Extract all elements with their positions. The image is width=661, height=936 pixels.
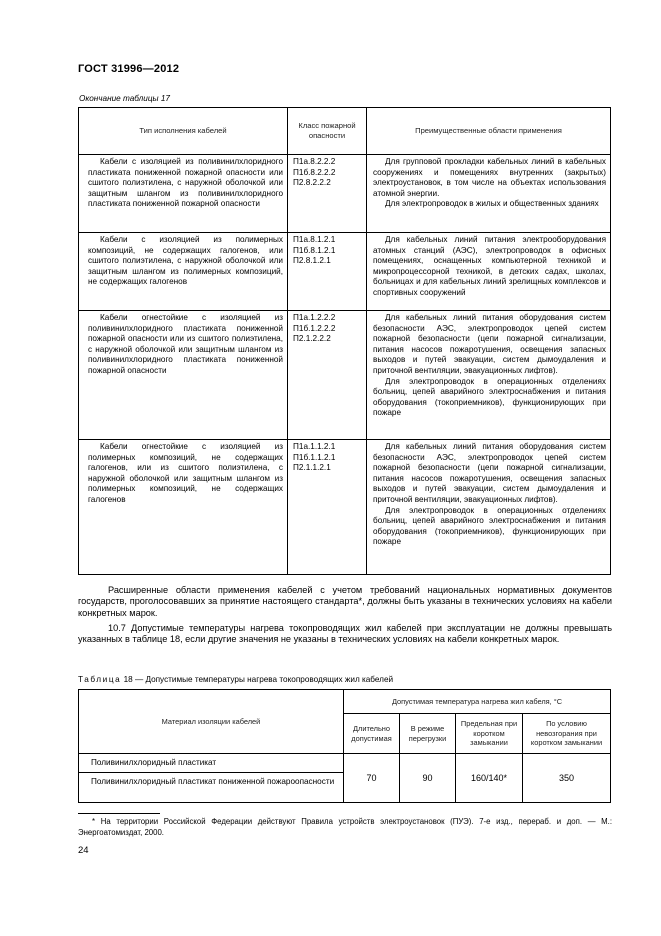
column-header-applications: Преимущественные области применения: [367, 108, 611, 155]
table-17-header-row: [79, 108, 611, 155]
table-continuation-label: Окончание таблицы 17: [79, 94, 170, 103]
table-18: [78, 689, 611, 803]
column-header-cable-type: Тип исполнения кабелей: [79, 108, 288, 155]
table-row: [79, 440, 611, 575]
fire-class-cell: П1а.1.2.2.2 П1б.1.2.2.2 П2.1.2.2.2: [288, 311, 367, 440]
paragraph-10-7: 10.7 Допустимые температуры нагрева токопроводящих жил кабелей при эксплуатации не должны превышать указанных в таблице 18, если другие значения не указаны в технических условиях на кабели конкретных марок.: [78, 623, 612, 645]
fire-class-cell: П1а.1.1.2.1 П1б.1.1.2.1 П2.1.1.2.1: [288, 440, 367, 575]
column-header-short-circuit: Предельная при коротком замыкании: [456, 714, 523, 754]
cable-type-cell: Кабели с изоляцией из поливинилхлоридного пластиката пониженной пожарной опасности или сшитого полиэтилена, с наружной оболочкой или защитным шлангом из поливинилхлоридного пластиката пониженной пожарной опасности: [79, 155, 288, 233]
material-pvc-low-fire: Поливинилхлоридный пластикат пониженной пожароопасности: [79, 772, 343, 787]
table-row: [79, 233, 611, 311]
column-header-continuous: Длительно допустимая: [344, 714, 400, 754]
fire-class-cell: П1а.8.2.2.2 П1б.8.2.2.2 П2.8.2.2.2: [288, 155, 367, 233]
column-header-non-ignition: По условию невозгорания при коротком замыкании: [523, 714, 611, 754]
applications-cell: Для групповой прокладки кабельных линий в кабельных сооружениях и помещениях внутренних (закрытых) электроустановок, в том числе на объектах использования атомной энергии. Для электропроводок в жилых и общественных зданиях: [367, 155, 611, 233]
column-header-temperature-group: Допустимая температура нагрева жил кабеля, °С: [344, 690, 611, 714]
value-non-ignition: 350: [523, 754, 611, 803]
footnote-divider: [78, 813, 160, 814]
footnote: * На территории Российской Федерации действуют Правила устройств электроустановок (ПУЭ). 7-е изд., перераб. и доп. — М.: Энергоатомиздат, 2000.: [78, 817, 612, 837]
document-id-header: ГОСТ 31996—2012: [78, 63, 180, 75]
material-pvc: Поливинилхлоридный пластикат: [91, 758, 217, 767]
table-row: [79, 754, 611, 803]
applications-cell: Для кабельных линий питания оборудования систем безопасности АЭС, электропроводок цепей систем пожарной безопасности (цепи пожарной сигнализации, питания насосов пожаротушения, освещения запасных выходов и путей эвакуации, систем дымоудаления и приточной вентиляции, эвакуационных лифтов). Для электропроводок в операционных отделениях больниц, цепей аварийного электроснабжения и питания оборудования (токоприемников), функционирующих при пожаре: [367, 311, 611, 440]
table-row: [79, 155, 611, 233]
column-header-fire-class: Класс пожарной опасности: [288, 108, 367, 155]
table-18-header-row: [79, 690, 611, 714]
value-short-circuit: 160/140*: [456, 754, 523, 803]
insulation-material-cell: [79, 754, 344, 803]
applications-cell: Для кабельных линий питания оборудования систем безопасности АЭС, электропроводок цепей систем пожарной безопасности (цепи пожарной сигнализации, питания насосов пожаротушения, освещения запасных выходов и путей эвакуации, систем дымоудаления и приточной вентиляции, эвакуационных лифтов). Для электропроводок в операционных отделениях больниц, цепей аварийного электроснабжения и питания оборудования (токоприемников), функционирующих при пожаре: [367, 440, 611, 575]
fire-class-cell: П1а.8.1.2.1 П1б.8.1.2.1 П2.8.1.2.1: [288, 233, 367, 311]
column-header-insulation-material: Материал изоляции кабелей: [79, 690, 344, 754]
cable-type-cell: Кабели с изоляцией из полимерных композиций, не содержащих галогенов, или сшитого полиэтилена, с наружной оболочкой или защитным шлангом из полимерных композиций, не содержащих галогенов: [79, 233, 288, 311]
cable-type-cell: Кабели огнестойкие с изоляцией из полимерных композиций, не содержащих галогенов, или из сшитого полиэтилена, с наружной оболочкой или защитным шлангом из полимерных композиций, не содержащих галогенов: [79, 440, 288, 575]
value-continuous: 70: [344, 754, 400, 803]
table-row: [79, 311, 611, 440]
table-18-caption: Таблица 18 — Допустимые температуры нагрева токопроводящих жил кабелей: [78, 675, 394, 684]
cable-type-cell: Кабели огнестойкие с изоляцией из поливинилхлоридного пластиката пониженной пожарной опасности или из сшитого полиэтилена, с наружной оболочкой или защитным шлангом из поливинилхлоридного пластиката пониженной пожарной опасности: [79, 311, 288, 440]
column-header-overload: В режиме перегрузки: [400, 714, 456, 754]
applications-cell: Для кабельных линий питания электрооборудования атомных станций (АЭС), электропроводок в офисных помещениях, оснащенных компьютерной техникой и микропроцессорной техникой, в детских садах, школах, больницах и для кабельных линий зрелищных комплексов и спортивных сооружений: [367, 233, 611, 311]
paragraph-extended-applications: Расширенные области применения кабелей с учетом требований национальных нормативных документов государств, проголосовавших за принятие настоящего стандарта*, должны быть указаны в технических условиях на кабели конкретных марок.: [78, 585, 612, 618]
table-17: [78, 107, 611, 575]
page-number: 24: [78, 845, 89, 856]
value-overload: 90: [400, 754, 456, 803]
